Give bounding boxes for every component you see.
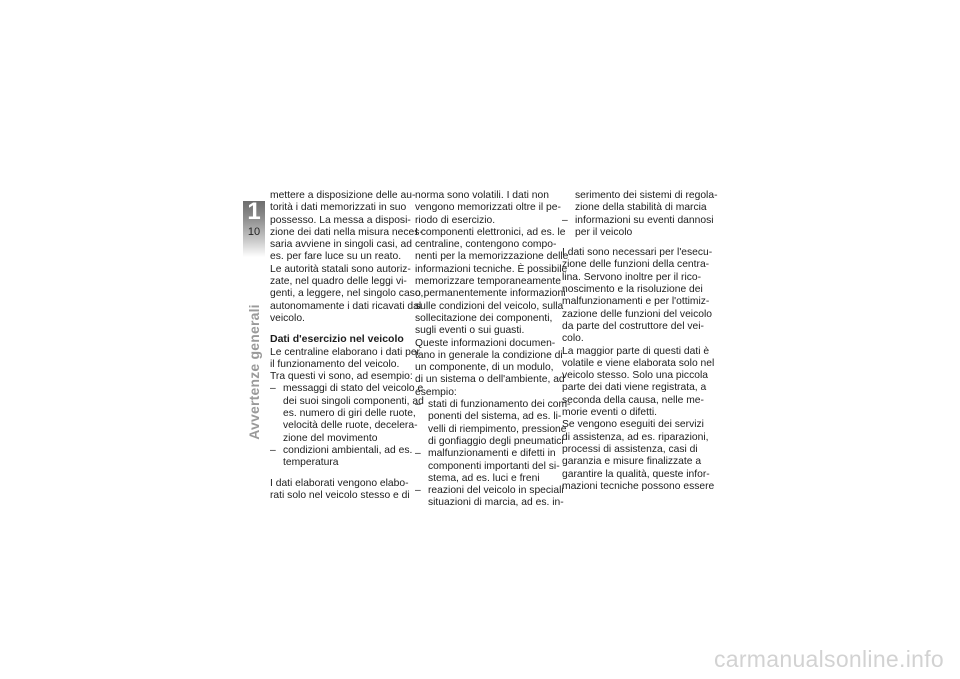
bullet-list xyxy=(270,383,424,469)
text-line: zione della stabilità di marcia xyxy=(575,202,707,214)
text-line: ponenti del sistema, ad es. li- xyxy=(428,411,562,423)
paragraph xyxy=(270,478,410,503)
paragraph xyxy=(415,190,569,399)
text-line: di gonfiaggio degli pneumatici xyxy=(428,435,564,447)
text-line: mazioni tecniche possono essere xyxy=(562,480,715,492)
text-line: o permanentemente informazioni xyxy=(415,288,566,300)
text-column-3 xyxy=(562,190,718,493)
text-line: Queste informazioni documen- xyxy=(415,337,556,349)
text-line: colo. xyxy=(562,333,584,345)
text-line: zione delle funzioni della centra- xyxy=(562,259,710,271)
text-line: zione dei dati nella misura neces- xyxy=(270,226,423,238)
paragraph xyxy=(562,247,715,493)
text-line: di un sistema o dell'ambiente, ad xyxy=(415,374,565,386)
bullet-list xyxy=(562,190,718,239)
watermark: carmanualsonline.info xyxy=(713,646,944,672)
text-line: vengono memorizzati oltre il pe- xyxy=(415,202,561,214)
text-line: Tra questi vi sono, ad esempio: xyxy=(270,371,413,383)
list-item: – reazioni del veicolo in speciali xyxy=(415,485,555,497)
text-line: situazioni di marcia, ad es. in- xyxy=(428,497,564,509)
text-line: seconda della causa, nelle me- xyxy=(562,394,704,406)
text-line: temperatura xyxy=(283,457,339,469)
text-line: mettere a disposizione delle au- xyxy=(270,190,416,201)
text-line: torità i dati memorizzati in suo xyxy=(270,202,407,214)
text-line: zione del movimento xyxy=(283,432,378,444)
text-line: nenti per la memorizzazione delle xyxy=(415,251,569,263)
text-line: per il veicolo xyxy=(575,226,633,238)
text-column-1 xyxy=(270,190,424,502)
text-line: sulle condizioni del veicolo, sulla xyxy=(415,300,564,312)
list-item: – messaggi di stato del veicolo e xyxy=(270,383,410,395)
text-line: da parte del costruttore del vei- xyxy=(562,320,704,332)
chapter-number: 1 xyxy=(247,198,261,225)
text-line: stema, ad es. luci e freni xyxy=(428,472,540,484)
text-line: dei suoi singoli componenti, ad xyxy=(283,395,424,407)
paragraph xyxy=(270,190,424,325)
section-heading: Dati d'esercizio nel veicolo xyxy=(270,333,404,346)
text-line: Se vengono eseguiti dei servizi xyxy=(562,419,704,431)
text-line: zazione delle funzioni del veicolo xyxy=(562,308,712,320)
text-line: componenti importanti del si- xyxy=(428,460,560,472)
text-line: noscimento e la risoluzione dei xyxy=(562,284,703,296)
text-line: es. numero di giri delle ruote, xyxy=(283,408,416,420)
list-item: – stati di funzionamento dei com- xyxy=(415,399,555,411)
text-line: serimento dei sistemi di regola- xyxy=(575,190,718,201)
paragraph xyxy=(270,346,420,384)
text-line: esempio: xyxy=(415,386,457,398)
text-column-2 xyxy=(415,190,571,510)
text-line: velocità delle ruote, decelera- xyxy=(283,420,418,432)
list-item: – informazioni su eventi dannosi xyxy=(562,215,702,227)
text-line: saria avviene in singoli casi, ad xyxy=(270,239,412,251)
text-line: volatile e viene elaborata solo nel xyxy=(562,357,715,369)
text-line: I componenti elettronici, ad es. le xyxy=(415,226,566,238)
text-line: es. per fare luce su un reato. xyxy=(270,251,402,263)
list-item: – condizioni ambientali, ad es. xyxy=(270,445,410,457)
text-line: zate, nel quadro delle leggi vi- xyxy=(270,276,407,288)
bullet-list xyxy=(415,399,571,510)
text-line: veicolo stesso. Solo una piccola xyxy=(562,370,708,382)
text-line: riodo di esercizio. xyxy=(415,214,496,226)
text-line: autonomamente i dati ricavati dal xyxy=(270,300,422,312)
text-line: un componente, di un modulo, xyxy=(415,362,554,374)
text-line: processi di assistenza, casi di xyxy=(562,443,698,455)
text-line: morie eventi o difetti. xyxy=(562,407,658,419)
text-line: il funzionamento del veicolo. xyxy=(270,358,400,370)
text-line: parte dei dati viene registrata, a xyxy=(562,382,707,394)
text-line: informazioni tecniche. È possibile xyxy=(415,263,568,275)
text-line: centraline, contengono compo- xyxy=(415,239,557,251)
text-line: genti, a leggere, nel singolo caso, xyxy=(270,288,424,300)
text-line: lina. Servono inoltre per il rico- xyxy=(562,271,702,283)
text-line: memorizzare temporaneamente xyxy=(415,276,561,288)
text-line: sugli eventi o sui guasti. xyxy=(415,325,525,337)
chapter-title: Avvertenze generali xyxy=(246,304,262,440)
text-line: possesso. La messa a disposi- xyxy=(270,214,411,226)
list-item: – malfunzionamenti e difetti in xyxy=(415,448,555,460)
text-line: garanzia e misure finalizzate a xyxy=(562,456,702,468)
text-line: norma sono volatili. I dati non xyxy=(415,190,549,201)
text-line: malfunzionamenti e per l'ottimiz- xyxy=(562,296,710,308)
text-line: La maggior parte di questi dati è xyxy=(562,345,710,357)
text-line: I dati elaborati vengono elabo- xyxy=(270,477,409,489)
text-line: velli di riempimento, pressione xyxy=(428,423,567,435)
page-number: 10 xyxy=(247,226,261,238)
text-line: tano in generale la condizione di xyxy=(415,349,563,361)
text-line: I dati sono necessari per l'esecu- xyxy=(562,247,713,259)
text-line: di assistenza, ad es. riparazioni, xyxy=(562,431,709,443)
text-line: Le autorità statali sono autoriz- xyxy=(270,263,411,275)
text-line: rati solo nel veicolo stesso e di xyxy=(270,489,410,501)
text-line: garantire la qualità, queste infor- xyxy=(562,468,710,480)
text-line: sollecitazione dei componenti, xyxy=(415,312,553,324)
text-line: Le centraline elaborano i dati per xyxy=(270,346,420,358)
text-line: veicolo. xyxy=(270,312,305,324)
